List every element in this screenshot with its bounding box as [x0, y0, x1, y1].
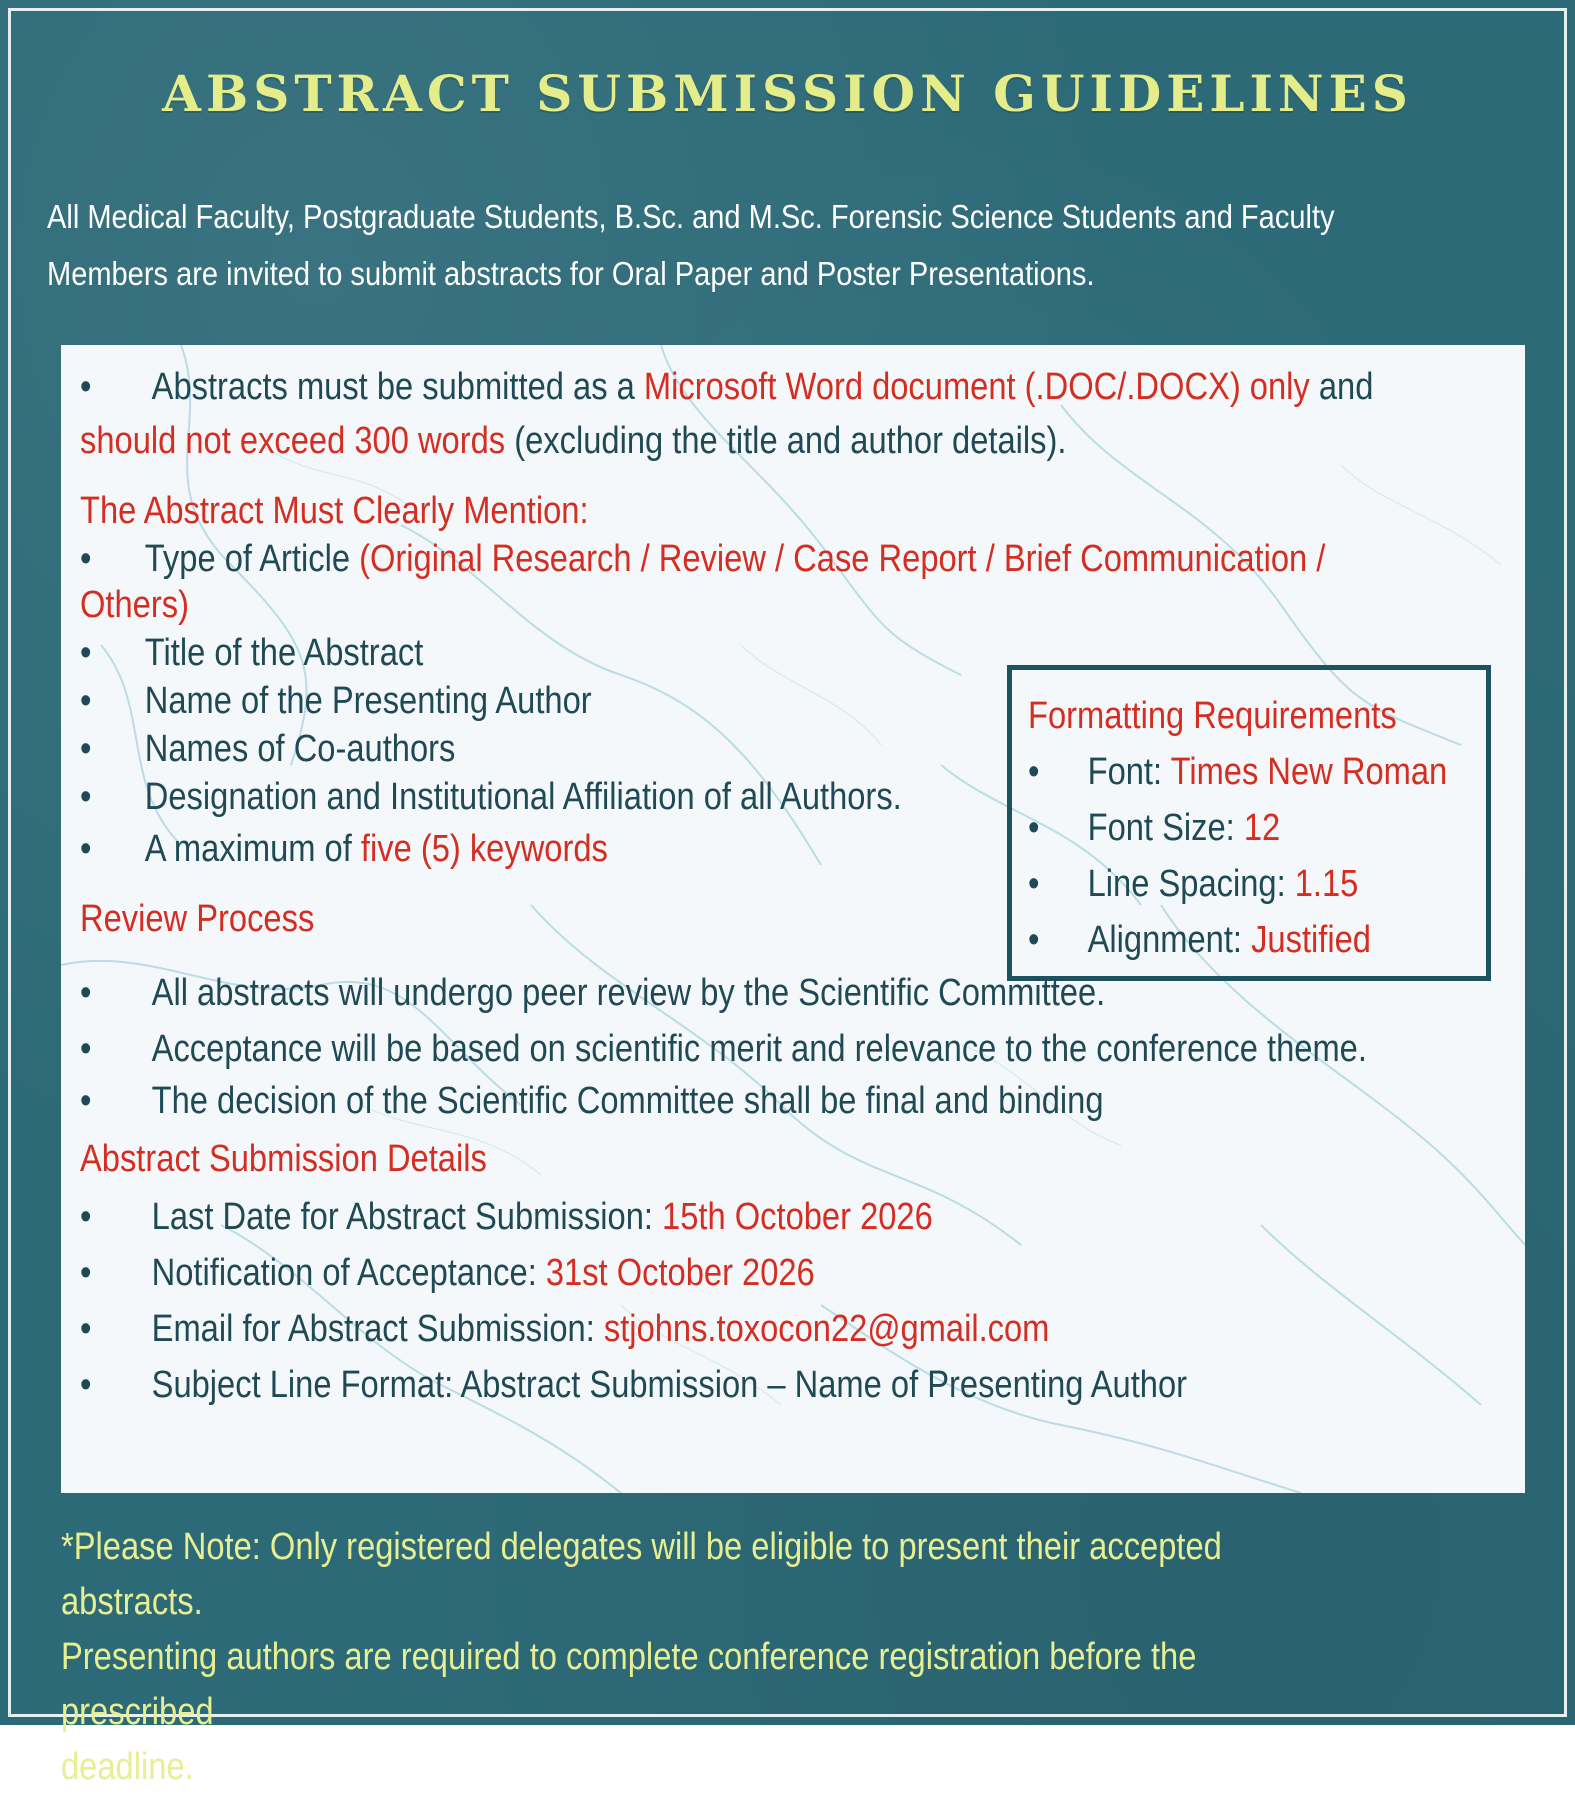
- bullet: •: [80, 1028, 92, 1070]
- guidelines-panel: [61, 345, 1525, 1493]
- bullet: •: [80, 776, 92, 818]
- intro-text: [47, 188, 1358, 302]
- list-item: • Line Spacing: 1.15: [1028, 863, 1359, 905]
- bullet: •: [80, 680, 92, 722]
- bullet: •: [80, 1196, 92, 1238]
- bullet: •: [80, 1364, 92, 1406]
- list-item: • Type of Article (Original Research / Review / Case Report / Brief Communication /: [80, 538, 1326, 580]
- word-limit-rule: should not exceed 300 words (excluding the title and author details).: [80, 420, 1067, 462]
- article-type-continued: Others): [80, 584, 189, 626]
- bullet: •: [80, 972, 92, 1014]
- format-requirement: Microsoft Word document (.DOC/.DOCX) only: [643, 366, 1310, 408]
- formatting-requirements-box: [1007, 665, 1491, 981]
- bullet: •: [80, 538, 92, 580]
- bullet: •: [1028, 863, 1040, 905]
- list-item: • The decision of the Scientific Committee shall be final and binding: [80, 1080, 1104, 1122]
- list-item: • Email for Abstract Submission: stjohns.toxocon22@gmail.com: [80, 1308, 1050, 1350]
- list-item: • Font: Times New Roman: [1028, 751, 1448, 793]
- list-item: • Designation and Institutional Affiliation of all Authors.: [80, 776, 902, 818]
- list-item: • Alignment: Justified: [1028, 919, 1371, 961]
- registration-note: [61, 1520, 1351, 1795]
- note-line-2: Presenting authors are required to complete conference registration before the prescribed: [61, 1636, 1197, 1733]
- list-item: • Last Date for Abstract Submission: 15th October 2026: [80, 1196, 933, 1238]
- bullet: •: [80, 1252, 92, 1294]
- bullet: •: [80, 728, 92, 770]
- intro-line-1: All Medical Faculty, Postgraduate Students, B.Sc. and M.Sc. Forensic Science Students and Faculty: [47, 198, 1335, 235]
- notification-date: 31st October 2026: [545, 1252, 815, 1294]
- submission-email-link[interactable]: stjohns.toxocon22@gmail.com: [603, 1308, 1050, 1350]
- formatting-heading: Formatting Requirements: [1028, 695, 1397, 737]
- bullet: •: [80, 632, 92, 674]
- bullet: •: [80, 1308, 92, 1350]
- note-line-3: deadline.: [61, 1746, 194, 1788]
- bullet: •: [80, 366, 92, 408]
- bullet: •: [80, 828, 92, 870]
- word-limit: should not exceed 300 words: [80, 420, 506, 462]
- review-heading: Review Process: [80, 898, 315, 940]
- list-item: • All abstracts will undergo peer review by the Scientific Committee.: [80, 972, 1106, 1014]
- last-date: 15th October 2026: [662, 1196, 933, 1238]
- intro-line-2: Members are invited to submit abstracts for Oral Paper and Poster Presentations.: [47, 255, 1095, 292]
- bullet: •: [80, 1080, 92, 1122]
- must-mention-heading: The Abstract Must Clearly Mention:: [80, 490, 589, 532]
- page-title: ABSTRACT SUBMISSION GUIDELINES: [162, 64, 1413, 123]
- bullet: •: [1028, 751, 1040, 793]
- submission-format-rule: • Abstracts must be submitted as a Microsoft Word document (.DOC/.DOCX) only and: [80, 366, 1374, 408]
- list-item: • Names of Co-authors: [80, 728, 456, 770]
- list-item: • Name of the Presenting Author: [80, 680, 592, 722]
- note-line-1: *Please Note: Only registered delegates will be eligible to present their accepted abstracts.: [61, 1526, 1222, 1623]
- bullet: •: [1028, 807, 1040, 849]
- list-item: • Title of the Abstract: [80, 632, 424, 674]
- list-item: • Notification of Acceptance: 31st October 2026: [80, 1252, 815, 1294]
- list-item: • A maximum of five (5) keywords: [80, 828, 608, 870]
- bullet: •: [1028, 919, 1040, 961]
- details-heading: Abstract Submission Details: [80, 1138, 487, 1180]
- list-item: • Acceptance will be based on scientific merit and relevance to the conference theme.: [80, 1028, 1367, 1070]
- list-item: • Subject Line Format: Abstract Submission – Name of Presenting Author: [80, 1364, 1188, 1406]
- list-item: • Font Size: 12: [1028, 807, 1281, 849]
